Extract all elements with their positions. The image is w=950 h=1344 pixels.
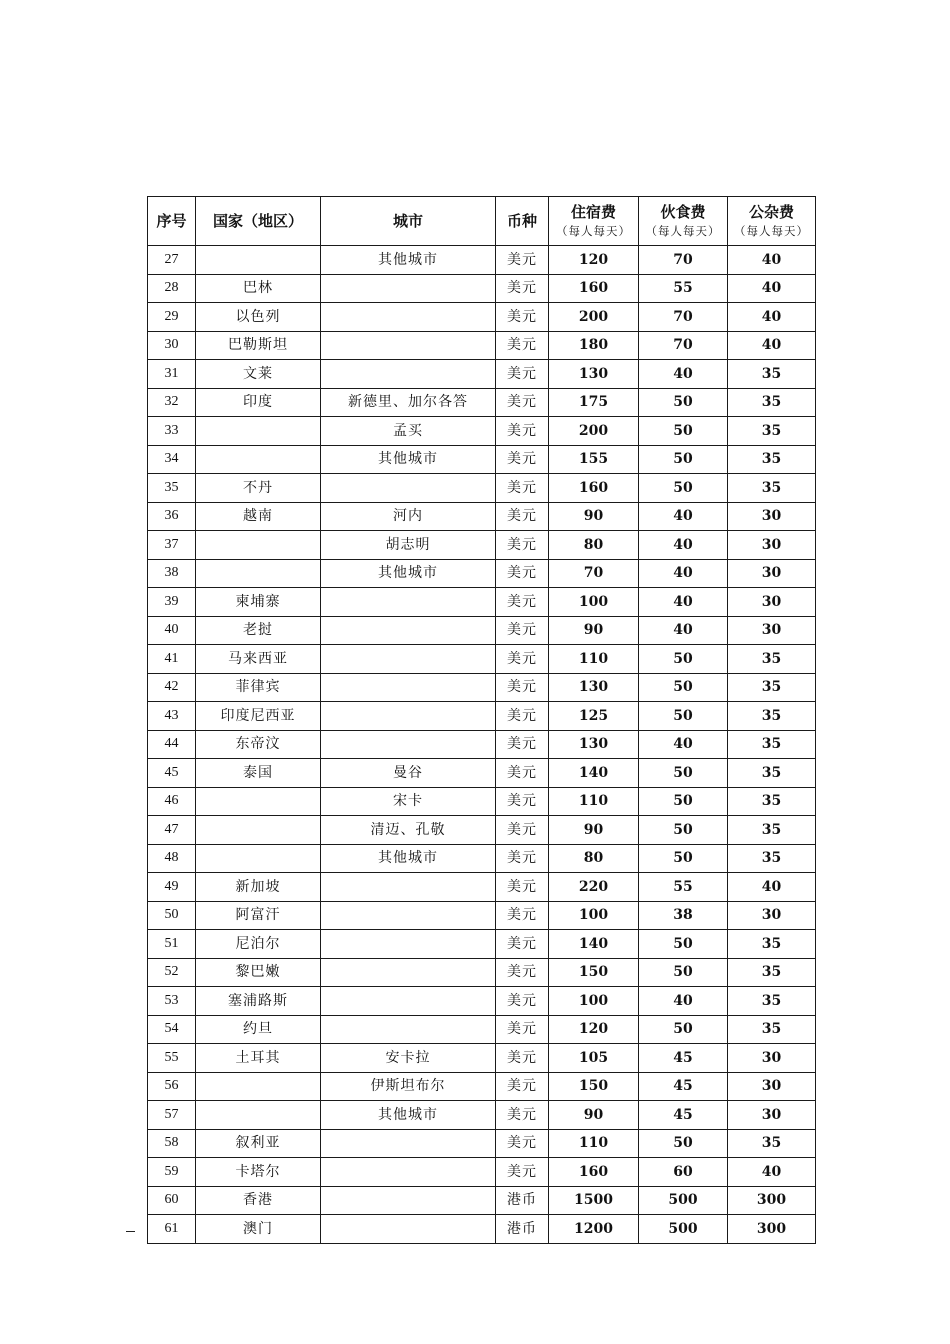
cell-seq: 48 bbox=[148, 844, 196, 873]
cell-country: 以色列 bbox=[196, 303, 321, 332]
cell-currency: 美元 bbox=[496, 1129, 549, 1158]
cell-food: 70 bbox=[639, 246, 728, 275]
cell-city: 其他城市 bbox=[321, 844, 496, 873]
cell-city: 河内 bbox=[321, 502, 496, 531]
cell-food: 50 bbox=[639, 417, 728, 446]
cell-country bbox=[196, 844, 321, 873]
cell-city bbox=[321, 474, 496, 503]
cell-misc: 35 bbox=[728, 930, 816, 959]
table-row bbox=[148, 1215, 816, 1244]
cell-seq: 31 bbox=[148, 360, 196, 389]
table-row bbox=[148, 987, 816, 1016]
cell-currency: 美元 bbox=[496, 987, 549, 1016]
header-city: 城市 bbox=[321, 197, 496, 246]
cell-food: 40 bbox=[639, 360, 728, 389]
cell-currency: 美元 bbox=[496, 1072, 549, 1101]
cell-lodging: 90 bbox=[549, 816, 639, 845]
cell-lodging: 80 bbox=[549, 531, 639, 560]
cell-currency: 美元 bbox=[496, 645, 549, 674]
cell-seq: 29 bbox=[148, 303, 196, 332]
cell-misc: 35 bbox=[728, 360, 816, 389]
table-row bbox=[148, 246, 816, 275]
cell-lodging: 220 bbox=[549, 873, 639, 902]
table-row bbox=[148, 901, 816, 930]
cell-country: 印度 bbox=[196, 388, 321, 417]
cell-lodging: 150 bbox=[549, 1072, 639, 1101]
cell-food: 500 bbox=[639, 1215, 728, 1244]
cell-country: 香港 bbox=[196, 1186, 321, 1215]
cell-city bbox=[321, 1129, 496, 1158]
cell-city bbox=[321, 1186, 496, 1215]
cell-country: 印度尼西亚 bbox=[196, 702, 321, 731]
cell-country: 黎巴嫩 bbox=[196, 958, 321, 987]
cell-seq: 57 bbox=[148, 1101, 196, 1130]
cell-country bbox=[196, 559, 321, 588]
cell-country: 文莱 bbox=[196, 360, 321, 389]
cell-misc: 35 bbox=[728, 787, 816, 816]
cell-seq: 39 bbox=[148, 588, 196, 617]
cell-currency: 美元 bbox=[496, 930, 549, 959]
cell-lodging: 130 bbox=[549, 730, 639, 759]
cell-seq: 30 bbox=[148, 331, 196, 360]
cell-country: 塞浦路斯 bbox=[196, 987, 321, 1016]
cell-city bbox=[321, 1215, 496, 1244]
cell-misc: 35 bbox=[728, 958, 816, 987]
cell-country: 尼泊尔 bbox=[196, 930, 321, 959]
cell-city bbox=[321, 702, 496, 731]
cell-seq: 28 bbox=[148, 274, 196, 303]
cell-misc: 35 bbox=[728, 673, 816, 702]
cell-lodging: 110 bbox=[549, 787, 639, 816]
header-misc-unit: （每人每天） bbox=[734, 223, 809, 238]
cell-city bbox=[321, 1015, 496, 1044]
cell-seq: 54 bbox=[148, 1015, 196, 1044]
cell-misc: 35 bbox=[728, 1015, 816, 1044]
cell-misc: 35 bbox=[728, 816, 816, 845]
cell-currency: 美元 bbox=[496, 445, 549, 474]
cell-country bbox=[196, 445, 321, 474]
cell-seq: 35 bbox=[148, 474, 196, 503]
table-row bbox=[148, 388, 816, 417]
cell-seq: 38 bbox=[148, 559, 196, 588]
cell-misc: 35 bbox=[728, 759, 816, 788]
cell-food: 50 bbox=[639, 645, 728, 674]
cell-seq: 51 bbox=[148, 930, 196, 959]
cell-city: 其他城市 bbox=[321, 1101, 496, 1130]
cell-country: 马来西亚 bbox=[196, 645, 321, 674]
cell-misc: 40 bbox=[728, 303, 816, 332]
cell-seq: 27 bbox=[148, 246, 196, 275]
cell-food: 45 bbox=[639, 1044, 728, 1073]
cell-misc: 30 bbox=[728, 502, 816, 531]
table-row bbox=[148, 1072, 816, 1101]
cell-lodging: 100 bbox=[549, 588, 639, 617]
cell-seq: 43 bbox=[148, 702, 196, 731]
cell-seq: 53 bbox=[148, 987, 196, 1016]
cell-misc: 30 bbox=[728, 588, 816, 617]
cell-food: 50 bbox=[639, 787, 728, 816]
table-row bbox=[148, 759, 816, 788]
cell-currency: 美元 bbox=[496, 417, 549, 446]
cell-lodging: 150 bbox=[549, 958, 639, 987]
header-lodging bbox=[549, 197, 639, 246]
table-row bbox=[148, 1101, 816, 1130]
cell-city bbox=[321, 303, 496, 332]
cell-lodging: 1200 bbox=[549, 1215, 639, 1244]
header-country: 国家（地区） bbox=[196, 197, 321, 246]
header-food-unit: （每人每天） bbox=[645, 223, 721, 238]
table-row bbox=[148, 1158, 816, 1187]
cell-city bbox=[321, 930, 496, 959]
table-row bbox=[148, 958, 816, 987]
cell-seq: 34 bbox=[148, 445, 196, 474]
cell-city: 曼谷 bbox=[321, 759, 496, 788]
cell-country: 叙利亚 bbox=[196, 1129, 321, 1158]
header-food-label: 伙食费 bbox=[660, 202, 706, 221]
cell-lodging: 200 bbox=[549, 417, 639, 446]
cell-currency: 美元 bbox=[496, 360, 549, 389]
cell-country: 土耳其 bbox=[196, 1044, 321, 1073]
cell-misc: 300 bbox=[728, 1215, 816, 1244]
cell-currency: 美元 bbox=[496, 274, 549, 303]
cell-lodging: 160 bbox=[549, 274, 639, 303]
cell-country: 巴林 bbox=[196, 274, 321, 303]
header-seq: 序号 bbox=[148, 197, 196, 246]
cell-food: 50 bbox=[639, 445, 728, 474]
cell-misc: 35 bbox=[728, 844, 816, 873]
header-currency: 币种 bbox=[496, 197, 549, 246]
cell-food: 55 bbox=[639, 274, 728, 303]
cell-currency: 美元 bbox=[496, 873, 549, 902]
cell-city bbox=[321, 873, 496, 902]
cell-country: 东帝汶 bbox=[196, 730, 321, 759]
cell-misc: 40 bbox=[728, 331, 816, 360]
table-row bbox=[148, 474, 816, 503]
cell-lodging: 175 bbox=[549, 388, 639, 417]
table-row bbox=[148, 417, 816, 446]
cell-misc: 40 bbox=[728, 873, 816, 902]
cell-seq: 52 bbox=[148, 958, 196, 987]
cell-country: 老挝 bbox=[196, 616, 321, 645]
cell-lodging: 80 bbox=[549, 844, 639, 873]
cell-country: 柬埔寨 bbox=[196, 588, 321, 617]
cell-food: 40 bbox=[639, 531, 728, 560]
cell-currency: 港币 bbox=[496, 1186, 549, 1215]
cell-food: 38 bbox=[639, 901, 728, 930]
cell-misc: 35 bbox=[728, 1129, 816, 1158]
cell-seq: 60 bbox=[148, 1186, 196, 1215]
cell-currency: 美元 bbox=[496, 303, 549, 332]
cell-seq: 59 bbox=[148, 1158, 196, 1187]
cell-currency: 港币 bbox=[496, 1215, 549, 1244]
cell-food: 40 bbox=[639, 730, 728, 759]
cell-currency: 美元 bbox=[496, 702, 549, 731]
cell-city bbox=[321, 331, 496, 360]
cell-currency: 美元 bbox=[496, 246, 549, 275]
cell-city: 宋卡 bbox=[321, 787, 496, 816]
cell-currency: 美元 bbox=[496, 816, 549, 845]
cell-currency: 美元 bbox=[496, 1101, 549, 1130]
cell-misc: 30 bbox=[728, 1072, 816, 1101]
header-lodging-label: 住宿费 bbox=[570, 202, 616, 221]
cell-seq: 42 bbox=[148, 673, 196, 702]
cell-seq: 58 bbox=[148, 1129, 196, 1158]
cell-city bbox=[321, 360, 496, 389]
cell-city bbox=[321, 274, 496, 303]
cell-city bbox=[321, 588, 496, 617]
cell-lodging: 140 bbox=[549, 930, 639, 959]
cell-city: 安卡拉 bbox=[321, 1044, 496, 1073]
table-row bbox=[148, 816, 816, 845]
cell-food: 50 bbox=[639, 1129, 728, 1158]
table-row bbox=[148, 844, 816, 873]
cell-lodging: 120 bbox=[549, 1015, 639, 1044]
cell-misc: 35 bbox=[728, 417, 816, 446]
cell-country bbox=[196, 816, 321, 845]
cell-country: 越南 bbox=[196, 502, 321, 531]
cell-lodging: 90 bbox=[549, 502, 639, 531]
cell-misc: 40 bbox=[728, 246, 816, 275]
table-body bbox=[148, 246, 816, 1244]
cell-country: 泰国 bbox=[196, 759, 321, 788]
header-food bbox=[639, 197, 728, 246]
cell-seq: 41 bbox=[148, 645, 196, 674]
cell-lodging: 200 bbox=[549, 303, 639, 332]
cell-food: 50 bbox=[639, 844, 728, 873]
cell-city bbox=[321, 730, 496, 759]
cell-seq: 56 bbox=[148, 1072, 196, 1101]
margin-mark bbox=[126, 1231, 135, 1232]
cell-lodging: 105 bbox=[549, 1044, 639, 1073]
cell-currency: 美元 bbox=[496, 1015, 549, 1044]
cell-currency: 美元 bbox=[496, 844, 549, 873]
cell-seq: 37 bbox=[148, 531, 196, 560]
header-misc bbox=[728, 197, 816, 246]
cell-misc: 35 bbox=[728, 474, 816, 503]
cell-city bbox=[321, 1158, 496, 1187]
cell-currency: 美元 bbox=[496, 759, 549, 788]
cell-seq: 32 bbox=[148, 388, 196, 417]
cell-seq: 55 bbox=[148, 1044, 196, 1073]
cell-country: 巴勒斯坦 bbox=[196, 331, 321, 360]
cell-food: 40 bbox=[639, 559, 728, 588]
cell-lodging: 160 bbox=[549, 1158, 639, 1187]
cell-misc: 35 bbox=[728, 987, 816, 1016]
cell-seq: 47 bbox=[148, 816, 196, 845]
cell-country bbox=[196, 1101, 321, 1130]
cell-country: 新加坡 bbox=[196, 873, 321, 902]
cell-misc: 30 bbox=[728, 531, 816, 560]
cell-currency: 美元 bbox=[496, 559, 549, 588]
header-misc-label: 公杂费 bbox=[748, 202, 794, 221]
cell-misc: 35 bbox=[728, 645, 816, 674]
cell-country bbox=[196, 246, 321, 275]
header-lodging-unit: （每人每天） bbox=[556, 223, 631, 238]
table-row bbox=[148, 588, 816, 617]
table-row bbox=[148, 502, 816, 531]
cell-misc: 40 bbox=[728, 1158, 816, 1187]
cell-food: 70 bbox=[639, 303, 728, 332]
table-row bbox=[148, 531, 816, 560]
cell-currency: 美元 bbox=[496, 588, 549, 617]
cell-city: 其他城市 bbox=[321, 445, 496, 474]
table-row bbox=[148, 331, 816, 360]
cell-food: 45 bbox=[639, 1101, 728, 1130]
cell-city: 孟买 bbox=[321, 417, 496, 446]
table-row bbox=[148, 445, 816, 474]
cell-misc: 30 bbox=[728, 559, 816, 588]
cell-currency: 美元 bbox=[496, 474, 549, 503]
table-row bbox=[148, 787, 816, 816]
cell-lodging: 1500 bbox=[549, 1186, 639, 1215]
table-row bbox=[148, 360, 816, 389]
cell-currency: 美元 bbox=[496, 1044, 549, 1073]
cell-currency: 美元 bbox=[496, 531, 549, 560]
cell-seq: 50 bbox=[148, 901, 196, 930]
table-row bbox=[148, 1186, 816, 1215]
cell-currency: 美元 bbox=[496, 730, 549, 759]
cell-seq: 36 bbox=[148, 502, 196, 531]
cell-lodging: 110 bbox=[549, 645, 639, 674]
cell-food: 55 bbox=[639, 873, 728, 902]
table-row bbox=[148, 1015, 816, 1044]
cell-food: 45 bbox=[639, 1072, 728, 1101]
cell-seq: 44 bbox=[148, 730, 196, 759]
cell-lodging: 100 bbox=[549, 901, 639, 930]
cell-seq: 49 bbox=[148, 873, 196, 902]
table-row bbox=[148, 730, 816, 759]
cell-lodging: 100 bbox=[549, 987, 639, 1016]
cell-currency: 美元 bbox=[496, 388, 549, 417]
cell-currency: 美元 bbox=[496, 673, 549, 702]
table-row bbox=[148, 616, 816, 645]
cell-city bbox=[321, 673, 496, 702]
table-row bbox=[148, 1129, 816, 1158]
cell-lodging: 120 bbox=[549, 246, 639, 275]
expense-standards-table bbox=[147, 196, 816, 1244]
cell-currency: 美元 bbox=[496, 901, 549, 930]
cell-city: 清迈、孔敬 bbox=[321, 816, 496, 845]
table-row bbox=[148, 702, 816, 731]
cell-lodging: 125 bbox=[549, 702, 639, 731]
cell-currency: 美元 bbox=[496, 958, 549, 987]
cell-country: 菲律宾 bbox=[196, 673, 321, 702]
cell-food: 500 bbox=[639, 1186, 728, 1215]
cell-seq: 40 bbox=[148, 616, 196, 645]
cell-country: 卡塔尔 bbox=[196, 1158, 321, 1187]
cell-lodging: 140 bbox=[549, 759, 639, 788]
header-row bbox=[148, 197, 816, 246]
cell-country bbox=[196, 1072, 321, 1101]
table-row bbox=[148, 1044, 816, 1073]
cell-misc: 30 bbox=[728, 1044, 816, 1073]
cell-city: 新德里、加尔各答 bbox=[321, 388, 496, 417]
cell-lodging: 90 bbox=[549, 1101, 639, 1130]
cell-food: 50 bbox=[639, 759, 728, 788]
cell-city bbox=[321, 958, 496, 987]
cell-country: 澳门 bbox=[196, 1215, 321, 1244]
cell-food: 50 bbox=[639, 702, 728, 731]
cell-city bbox=[321, 645, 496, 674]
cell-currency: 美元 bbox=[496, 616, 549, 645]
cell-lodging: 130 bbox=[549, 360, 639, 389]
cell-country bbox=[196, 787, 321, 816]
cell-lodging: 130 bbox=[549, 673, 639, 702]
cell-city bbox=[321, 987, 496, 1016]
cell-food: 50 bbox=[639, 930, 728, 959]
cell-food: 40 bbox=[639, 588, 728, 617]
cell-lodging: 155 bbox=[549, 445, 639, 474]
cell-misc: 35 bbox=[728, 702, 816, 731]
cell-city: 其他城市 bbox=[321, 246, 496, 275]
cell-lodging: 180 bbox=[549, 331, 639, 360]
table-row bbox=[148, 930, 816, 959]
cell-country bbox=[196, 531, 321, 560]
cell-misc: 35 bbox=[728, 730, 816, 759]
cell-currency: 美元 bbox=[496, 502, 549, 531]
cell-food: 40 bbox=[639, 987, 728, 1016]
cell-seq: 46 bbox=[148, 787, 196, 816]
cell-misc: 40 bbox=[728, 274, 816, 303]
cell-currency: 美元 bbox=[496, 331, 549, 360]
table-row bbox=[148, 274, 816, 303]
cell-food: 50 bbox=[639, 388, 728, 417]
cell-misc: 30 bbox=[728, 901, 816, 930]
table-row bbox=[148, 303, 816, 332]
cell-misc: 35 bbox=[728, 445, 816, 474]
cell-food: 60 bbox=[639, 1158, 728, 1187]
cell-misc: 35 bbox=[728, 388, 816, 417]
cell-food: 50 bbox=[639, 816, 728, 845]
cell-seq: 45 bbox=[148, 759, 196, 788]
cell-food: 40 bbox=[639, 502, 728, 531]
cell-currency: 美元 bbox=[496, 1158, 549, 1187]
cell-city bbox=[321, 901, 496, 930]
cell-seq: 61 bbox=[148, 1215, 196, 1244]
cell-lodging: 70 bbox=[549, 559, 639, 588]
cell-country: 约旦 bbox=[196, 1015, 321, 1044]
cell-misc: 30 bbox=[728, 616, 816, 645]
cell-food: 70 bbox=[639, 331, 728, 360]
cell-misc: 30 bbox=[728, 1101, 816, 1130]
cell-food: 50 bbox=[639, 673, 728, 702]
cell-lodging: 90 bbox=[549, 616, 639, 645]
table-row bbox=[148, 873, 816, 902]
cell-food: 50 bbox=[639, 958, 728, 987]
cell-seq: 33 bbox=[148, 417, 196, 446]
table-row bbox=[148, 645, 816, 674]
cell-misc: 300 bbox=[728, 1186, 816, 1215]
cell-city: 胡志明 bbox=[321, 531, 496, 560]
cell-lodging: 160 bbox=[549, 474, 639, 503]
cell-food: 50 bbox=[639, 474, 728, 503]
table-row bbox=[148, 559, 816, 588]
cell-city: 伊斯坦布尔 bbox=[321, 1072, 496, 1101]
cell-city bbox=[321, 616, 496, 645]
cell-food: 50 bbox=[639, 1015, 728, 1044]
table-row bbox=[148, 673, 816, 702]
cell-lodging: 110 bbox=[549, 1129, 639, 1158]
cell-city: 其他城市 bbox=[321, 559, 496, 588]
cell-currency: 美元 bbox=[496, 787, 549, 816]
cell-country bbox=[196, 417, 321, 446]
cell-country: 不丹 bbox=[196, 474, 321, 503]
cell-country: 阿富汗 bbox=[196, 901, 321, 930]
cell-food: 40 bbox=[639, 616, 728, 645]
